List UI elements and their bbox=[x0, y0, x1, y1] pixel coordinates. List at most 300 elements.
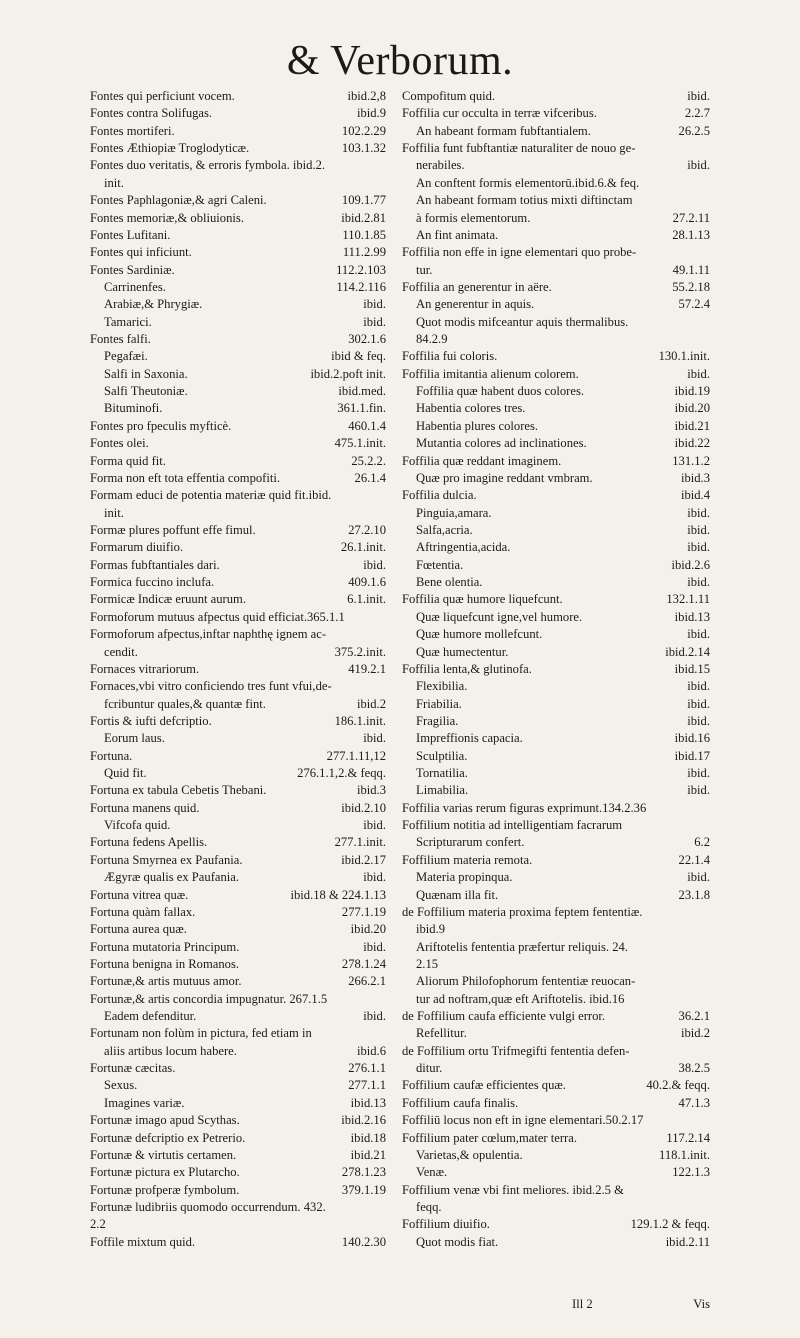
page-footer bbox=[402, 1296, 710, 1313]
index-entry bbox=[402, 383, 710, 400]
index-entry bbox=[90, 227, 386, 244]
entry-term: Foffilium diuifio. bbox=[402, 1217, 490, 1232]
entry-term: Quæ humectentur. bbox=[416, 644, 509, 659]
index-entry bbox=[90, 505, 386, 522]
index-entry bbox=[402, 574, 710, 591]
entry-reference: 6.1.init. bbox=[347, 592, 386, 607]
index-entry bbox=[402, 1182, 710, 1199]
entry-reference: 278.1.23 bbox=[341, 1165, 386, 1180]
entry-term: init. bbox=[104, 175, 124, 190]
entry-reference: 277.1.11,12 bbox=[326, 748, 386, 763]
entry-term: Materia propinqua. bbox=[416, 870, 513, 885]
index-entry bbox=[402, 227, 710, 244]
entry-term: Fornaces,vbi vitro conficiendo tres funt vfui,de- bbox=[90, 679, 332, 694]
index-entry bbox=[402, 1008, 710, 1025]
entry-reference: 277.1.19 bbox=[341, 904, 386, 919]
index-entry bbox=[90, 1216, 386, 1233]
index-entry bbox=[90, 644, 386, 661]
entry-reference: 2.2.7 bbox=[684, 106, 710, 121]
index-entry bbox=[402, 192, 710, 209]
entry-term: Foffilium materia remota. bbox=[402, 852, 533, 867]
entry-term: Fortuna ex tabula Cebetis Thebani. bbox=[90, 783, 267, 798]
entry-term: Aliorum Philofophorum fententiæ reuocan- bbox=[416, 974, 636, 989]
index-entry bbox=[90, 487, 386, 504]
entry-term: Fortuna fedens Apellis. bbox=[90, 835, 208, 850]
entry-term: Tamarici. bbox=[104, 314, 152, 329]
entry-term: Fontes Paphlagoniæ,& agri Caleni. bbox=[90, 193, 267, 208]
index-entry bbox=[90, 1130, 386, 1147]
index-entry bbox=[90, 887, 386, 904]
index-entry bbox=[402, 157, 710, 174]
entry-term: Varietas,& opulentia. bbox=[416, 1147, 523, 1162]
entry-reference: 36.2.1 bbox=[678, 1009, 710, 1024]
index-entry bbox=[402, 939, 710, 956]
index-entry bbox=[90, 400, 386, 417]
entry-term: An conftent formis elementorū.ibid.6.& feq. bbox=[416, 175, 640, 190]
index-entry bbox=[402, 1025, 710, 1042]
right-column bbox=[402, 88, 710, 1251]
entry-term: Ariftotelis fententia præfertur reliquis. 24. bbox=[416, 939, 628, 954]
entry-term: Vifcofa quid. bbox=[104, 818, 171, 833]
entry-term: Habentia plures colores. bbox=[416, 418, 539, 433]
entry-term: Formoforum mutuus afpectus quid efficiat.365.1.1 bbox=[90, 609, 345, 624]
entry-term: Fœtentia. bbox=[416, 557, 464, 572]
index-entry bbox=[402, 331, 710, 348]
entry-term: Foffilia an generentur in aëre. bbox=[402, 279, 552, 294]
entry-term: Quænam illa fit. bbox=[416, 887, 499, 902]
entry-term: Fortuna aurea quæ. bbox=[90, 922, 187, 937]
entry-reference: ibid.med. bbox=[338, 384, 386, 399]
entry-reference: ibid.2.81 bbox=[341, 210, 386, 225]
index-entry bbox=[90, 852, 386, 869]
index-entry bbox=[90, 609, 386, 626]
entry-reference: ibid.18 bbox=[350, 1130, 386, 1145]
entry-term: Foffilia funt fubftantiæ naturaliter de nouo ge- bbox=[402, 141, 636, 156]
entry-reference: ibid. bbox=[687, 713, 710, 728]
index-entry bbox=[90, 366, 386, 383]
entry-reference: ibid.2,8 bbox=[347, 89, 386, 103]
entry-reference: 409.1.6 bbox=[348, 575, 386, 590]
index-entry bbox=[402, 765, 710, 782]
entry-term: Quæ pro imagine reddant vmbram. bbox=[416, 470, 593, 485]
index-entry bbox=[402, 123, 710, 140]
entry-reference: ibid.2.11 bbox=[665, 1234, 710, 1249]
index-entry bbox=[90, 1164, 386, 1181]
index-entry bbox=[402, 557, 710, 574]
index-entry bbox=[90, 800, 386, 817]
entry-term: Foffilia quæ habent duos colores. bbox=[416, 384, 585, 399]
entry-term: Fortunæ cæcitas. bbox=[90, 1061, 176, 1076]
index-entry bbox=[402, 1095, 710, 1112]
index-entry bbox=[90, 696, 386, 713]
index-entry bbox=[402, 782, 710, 799]
entry-reference: ibid. bbox=[363, 1009, 386, 1024]
entry-reference: ibid.20 bbox=[350, 922, 386, 937]
index-entry bbox=[90, 748, 386, 765]
entry-term: de Foffilium caufa efficiente vulgi error. bbox=[402, 1009, 606, 1024]
entry-term: Foffilia cur occulta in terræ vifceribus. bbox=[402, 106, 597, 121]
entry-term: Foffilia quæ humore liquefcunt. bbox=[402, 592, 563, 607]
entry-term: Formicæ Indicæ eruunt aurum. bbox=[90, 592, 246, 607]
entry-reference: ibid.6 bbox=[356, 1043, 386, 1058]
entry-reference: 27.2.10 bbox=[348, 522, 386, 537]
index-entry bbox=[402, 1147, 710, 1164]
entry-term: Foffilia lenta,& glutinofa. bbox=[402, 661, 532, 676]
entry-term: Carrinenfes. bbox=[104, 279, 166, 294]
entry-term: Formica fuccino inclufa. bbox=[90, 575, 215, 590]
index-entry bbox=[402, 817, 710, 834]
entry-term: Foffilia non effe in igne elementari quo probe- bbox=[402, 245, 637, 260]
entry-reference: 27.2.11 bbox=[672, 210, 710, 225]
index-entry bbox=[90, 1060, 386, 1077]
entry-reference: ibid.3 bbox=[356, 783, 386, 798]
entry-term: Fortunæ profperæ fymbolum. bbox=[90, 1182, 240, 1197]
entry-reference: 129.1.2 & feqq. bbox=[630, 1217, 710, 1232]
entry-term: tur ad noftram,quæ eft Ariftotelis. ibid.16 bbox=[416, 991, 625, 1006]
entry-term: Eadem defenditur. bbox=[104, 1009, 197, 1024]
page-header: & Verborum. bbox=[286, 38, 514, 84]
entry-term: Fortuna quàm fallax. bbox=[90, 904, 196, 919]
entry-term: Arabiæ,& Phrygiæ. bbox=[104, 297, 203, 312]
index-entry bbox=[90, 1199, 386, 1216]
index-entry bbox=[90, 817, 386, 834]
index-entry bbox=[90, 123, 386, 140]
entry-term: Foffilia dulcia. bbox=[402, 488, 477, 503]
signature-mark: Ill 2 bbox=[572, 1297, 593, 1311]
index-entry bbox=[402, 626, 710, 643]
entry-term: Fontes memoriæ,& obliuionis. bbox=[90, 210, 244, 225]
entry-reference: 28.1.13 bbox=[672, 227, 710, 242]
index-entry bbox=[402, 435, 710, 452]
index-entry bbox=[402, 244, 710, 261]
entry-reference: ibid.2.14 bbox=[665, 644, 710, 659]
index-entry bbox=[402, 591, 710, 608]
index-entry bbox=[402, 88, 710, 105]
entry-reference: ibid.18 & 224.1.13 bbox=[290, 887, 386, 902]
entry-term: Fortis & iufti defcriptio. bbox=[90, 713, 212, 728]
index-entry bbox=[90, 348, 386, 365]
entry-term: Bituminofi. bbox=[104, 401, 163, 416]
entry-reference: ibid. bbox=[363, 314, 386, 329]
index-entry bbox=[402, 487, 710, 504]
entry-reference: ibid & feq. bbox=[331, 349, 386, 364]
entry-reference: 419.2.1 bbox=[348, 661, 386, 676]
index-entry bbox=[402, 175, 710, 192]
entry-reference: ibid. bbox=[687, 540, 710, 555]
entry-reference: ibid.17 bbox=[674, 748, 710, 763]
entry-term: feqq. bbox=[416, 1200, 442, 1214]
entry-term: Foffilia quæ reddant imaginem. bbox=[402, 453, 562, 468]
index-entry bbox=[402, 262, 710, 279]
entry-term: Fortuna Smyrnea ex Paufania. bbox=[90, 852, 243, 867]
index-entry bbox=[402, 921, 710, 938]
entry-term: Limabilia. bbox=[416, 783, 469, 798]
entry-term: Formæ plures poffunt effe fimul. bbox=[90, 522, 256, 537]
entry-reference: ibid. bbox=[687, 783, 710, 798]
index-entry bbox=[90, 210, 386, 227]
index-entry bbox=[402, 1112, 710, 1129]
entry-term: Foffilia varias rerum figuras exprimunt.134.2.36 bbox=[402, 800, 647, 815]
index-entry bbox=[402, 105, 710, 122]
index-entry bbox=[402, 279, 710, 296]
entry-term: nerabiles. bbox=[416, 158, 465, 173]
entry-reference: ibid.4 bbox=[680, 488, 710, 503]
left-column bbox=[90, 88, 386, 1251]
index-entry bbox=[402, 1234, 710, 1251]
entry-reference: ibid.3 bbox=[680, 470, 710, 485]
entry-term: Ægyræ qualis ex Paufania. bbox=[104, 870, 240, 885]
entry-reference: 109.1.77 bbox=[341, 193, 386, 208]
entry-reference: 361.1.fin. bbox=[337, 401, 386, 416]
index-entry bbox=[90, 1234, 386, 1251]
index-entry bbox=[90, 157, 386, 174]
entry-reference: ibid. bbox=[687, 89, 710, 103]
entry-term: fcribuntur quales,& quantæ fint. bbox=[104, 696, 266, 711]
index-entry bbox=[402, 1199, 710, 1216]
entry-term: Refellitur. bbox=[416, 1026, 467, 1041]
entry-reference: 131.1.2 bbox=[672, 453, 710, 468]
entry-term: Fragilia. bbox=[416, 713, 459, 728]
entry-term: Forma non eft tota effentia compofiti. bbox=[90, 470, 281, 485]
index-entry bbox=[402, 470, 710, 487]
index-entry bbox=[402, 609, 710, 626]
entry-reference: ibid.13 bbox=[350, 1095, 386, 1110]
index-entry bbox=[90, 435, 386, 452]
entry-term: Habentia colores tres. bbox=[416, 401, 526, 416]
index-entry bbox=[402, 539, 710, 556]
index-entry bbox=[90, 574, 386, 591]
entry-reference: 130.1.init. bbox=[658, 349, 710, 364]
index-entry bbox=[90, 453, 386, 470]
entry-term: Foffilium caufæ efficientes quæ. bbox=[402, 1078, 566, 1093]
index-entry bbox=[402, 418, 710, 435]
entry-term: Fortunæ ludibriis quomodo occurrendum. 432. bbox=[90, 1200, 326, 1214]
entry-term: An habeant formam totius mixti diftinctam bbox=[416, 193, 633, 208]
index-entry bbox=[90, 1147, 386, 1164]
index-entry bbox=[90, 557, 386, 574]
entry-term: Quot modis mifceantur aquis thermalibus. bbox=[416, 314, 629, 329]
entry-term: Formam educi de potentia materiæ quid fit.ibid. bbox=[90, 488, 332, 503]
entry-term: Fortunæ imago apud Scythas. bbox=[90, 1113, 240, 1128]
index-entry bbox=[90, 1077, 386, 1094]
entry-reference: 47.1.3 bbox=[678, 1095, 710, 1110]
entry-reference: ibid. bbox=[363, 297, 386, 312]
entry-reference: 276.1.1 bbox=[348, 1061, 386, 1076]
entry-term: Fontes qui perficiunt vocem. bbox=[90, 89, 235, 103]
entry-term: Fortuna mutatoria Principum. bbox=[90, 939, 240, 954]
index-entry bbox=[402, 453, 710, 470]
entry-term: Compofitum quid. bbox=[402, 89, 496, 103]
index-entry bbox=[402, 800, 710, 817]
entry-term: Fortuna. bbox=[90, 748, 133, 763]
entry-reference: ibid.2.17 bbox=[341, 852, 386, 867]
entry-reference: 22.1.4 bbox=[678, 852, 710, 867]
index-entry bbox=[402, 140, 710, 157]
index-entry bbox=[90, 262, 386, 279]
entry-term: Fontes contra Solifugas. bbox=[90, 106, 213, 121]
entry-term: à formis elementorum. bbox=[416, 210, 531, 225]
entry-reference: ibid.22 bbox=[674, 436, 710, 451]
entry-term: de Foffilium materia proxima feptem fententiæ. bbox=[402, 904, 643, 919]
entry-reference: ibid. bbox=[363, 818, 386, 833]
index-entry bbox=[90, 591, 386, 608]
entry-term: Mutantia colores ad inclinationes. bbox=[416, 436, 587, 451]
entry-reference: 278.1.24 bbox=[341, 956, 386, 971]
entry-reference: ibid. bbox=[363, 557, 386, 572]
entry-reference: 55.2.18 bbox=[672, 279, 710, 294]
entry-term: Fornaces vitrariorum. bbox=[90, 661, 200, 676]
entry-term: Foffilium venæ vbi fint meliores. ibid.2.5 & bbox=[402, 1182, 624, 1197]
index-entry bbox=[90, 331, 386, 348]
entry-reference: ibid. bbox=[687, 505, 710, 520]
entry-term: Fortunam non folùm in pictura, fed etiam in bbox=[90, 1026, 312, 1041]
index-entry bbox=[90, 1095, 386, 1112]
entry-reference: ibid.2.16 bbox=[341, 1113, 386, 1128]
index-entry bbox=[402, 713, 710, 730]
entry-reference: 266.2.1 bbox=[348, 974, 386, 989]
index-entry bbox=[90, 383, 386, 400]
index-entry bbox=[402, 661, 710, 678]
entry-reference: ibid.9 bbox=[356, 106, 386, 121]
index-entry bbox=[402, 505, 710, 522]
index-entry bbox=[90, 661, 386, 678]
index-entry bbox=[90, 1112, 386, 1129]
index-entry bbox=[402, 730, 710, 747]
entry-reference: 112.2.103 bbox=[336, 262, 386, 277]
entry-term: Eorum laus. bbox=[104, 731, 165, 746]
entry-term: Tornatilia. bbox=[416, 766, 468, 781]
entry-reference: ibid. bbox=[363, 731, 386, 746]
entry-reference: ibid. bbox=[687, 870, 710, 885]
entry-reference: 102.2.29 bbox=[341, 123, 386, 138]
entry-term: Sexus. bbox=[104, 1078, 138, 1093]
entry-reference: 38.2.5 bbox=[678, 1061, 710, 1076]
index-entry bbox=[90, 1008, 386, 1025]
entry-reference: ibid. bbox=[687, 627, 710, 642]
entry-reference: 460.1.4 bbox=[348, 418, 386, 433]
entry-reference: ibid. bbox=[687, 766, 710, 781]
entry-reference: 114.2.116 bbox=[336, 279, 386, 294]
entry-term: Foffilia fui coloris. bbox=[402, 349, 498, 364]
entry-term: Fontes Sardiniæ. bbox=[90, 262, 175, 277]
entry-reference: 40.2.& feqq. bbox=[646, 1078, 710, 1093]
index-entry bbox=[402, 748, 710, 765]
entry-reference: ibid.2 bbox=[356, 696, 386, 711]
entry-reference: 302.1.6 bbox=[348, 332, 386, 347]
index-entry bbox=[90, 296, 386, 313]
entry-reference: 6.2 bbox=[694, 835, 710, 850]
entry-reference: 49.1.11 bbox=[672, 262, 710, 277]
index-entry bbox=[402, 1216, 710, 1233]
entry-reference: 379.1.19 bbox=[341, 1182, 386, 1197]
entry-reference: 277.1.init. bbox=[334, 835, 386, 850]
index-entry bbox=[90, 314, 386, 331]
entry-reference: 277.1.1 bbox=[348, 1078, 386, 1093]
entry-reference: ibid. bbox=[687, 366, 710, 381]
entry-term: An generentur in aquis. bbox=[416, 297, 535, 312]
index-entry bbox=[90, 869, 386, 886]
index-entry bbox=[90, 782, 386, 799]
entry-term: Fortunæ,& artis mutuus amor. bbox=[90, 974, 242, 989]
entry-term: Foffile mixtum quid. bbox=[90, 1234, 196, 1249]
index-entry bbox=[90, 192, 386, 209]
index-entry bbox=[402, 210, 710, 227]
entry-reference: 26.2.5 bbox=[678, 123, 710, 138]
entry-reference: ibid. bbox=[363, 870, 386, 885]
index-entry bbox=[90, 1182, 386, 1199]
entry-reference: 118.1.init. bbox=[659, 1147, 710, 1162]
index-entry bbox=[90, 834, 386, 851]
index-entry bbox=[90, 279, 386, 296]
index-entry bbox=[402, 887, 710, 904]
index-entry bbox=[90, 1043, 386, 1060]
entry-term: Formoforum afpectus,inftar naphthę ignem ac- bbox=[90, 627, 327, 642]
index-entry bbox=[90, 956, 386, 973]
entry-reference: 140.2.30 bbox=[341, 1234, 386, 1249]
entry-reference: 117.2.14 bbox=[666, 1130, 710, 1145]
index-entry bbox=[402, 973, 710, 990]
entry-term: Bene olentia. bbox=[416, 575, 483, 590]
entry-term: Flexibilia. bbox=[416, 679, 468, 694]
entry-reference: 122.1.3 bbox=[672, 1165, 710, 1180]
entry-term: Forma quid fit. bbox=[90, 453, 166, 468]
index-entry bbox=[90, 175, 386, 192]
entry-term: tur. bbox=[416, 262, 433, 277]
index-entry bbox=[402, 1077, 710, 1094]
index-entry bbox=[402, 348, 710, 365]
entry-term: Scripturarum confert. bbox=[416, 835, 525, 850]
entry-term: Sculptilia. bbox=[416, 748, 468, 763]
entry-term: Fontes qui inficiunt. bbox=[90, 245, 192, 260]
entry-term: ditur. bbox=[416, 1061, 443, 1076]
entry-reference: 475.1.init. bbox=[334, 436, 386, 451]
index-entry bbox=[90, 1025, 386, 1042]
entry-reference: ibid.13 bbox=[674, 609, 710, 624]
index-entry bbox=[90, 678, 386, 695]
index-entry bbox=[402, 1164, 710, 1181]
index-entry bbox=[402, 956, 710, 973]
entry-term: Fontes Æthiopiæ Troglodyticæ. bbox=[90, 141, 250, 156]
entry-reference: 375.2.init. bbox=[334, 644, 386, 659]
index-entry bbox=[90, 244, 386, 261]
index-entry bbox=[402, 644, 710, 661]
index-entry bbox=[90, 713, 386, 730]
entry-reference: ibid.21 bbox=[674, 418, 710, 433]
entry-term: Fortuna manens quid. bbox=[90, 800, 200, 815]
entry-term: Friabilia. bbox=[416, 696, 462, 711]
index-entry bbox=[90, 88, 386, 105]
entry-reference: ibid.15 bbox=[674, 661, 710, 676]
entry-term: de Foffilium ortu Trifmegifti fententia defen- bbox=[402, 1043, 630, 1058]
entry-term: Fontes pro fpeculis myfticè. bbox=[90, 418, 232, 433]
entry-reference: ibid. bbox=[687, 575, 710, 590]
entry-term: Salfi in Saxonia. bbox=[104, 366, 188, 381]
entry-term: Fontes mortiferi. bbox=[90, 123, 175, 138]
entry-term: Fortuna benigna in Romanos. bbox=[90, 956, 240, 971]
entry-term: Fortunæ & virtutis certamen. bbox=[90, 1147, 237, 1162]
entry-term: Impreffionis capacia. bbox=[416, 731, 523, 746]
index-entry bbox=[90, 626, 386, 643]
index-entry bbox=[90, 973, 386, 990]
entry-reference: 276.1.1,2.& feqq. bbox=[297, 766, 386, 781]
index-entry bbox=[402, 1060, 710, 1077]
entry-reference: 26.1.4 bbox=[354, 470, 386, 485]
entry-reference: ibid.19 bbox=[674, 384, 710, 399]
entry-term: Aftringentia,acida. bbox=[416, 540, 511, 555]
entry-term: Foffilium pater cœlum,mater terra. bbox=[402, 1130, 577, 1145]
entry-term: aliis artibus locum habere. bbox=[104, 1043, 237, 1058]
entry-reference: ibid.2.6 bbox=[671, 557, 710, 572]
